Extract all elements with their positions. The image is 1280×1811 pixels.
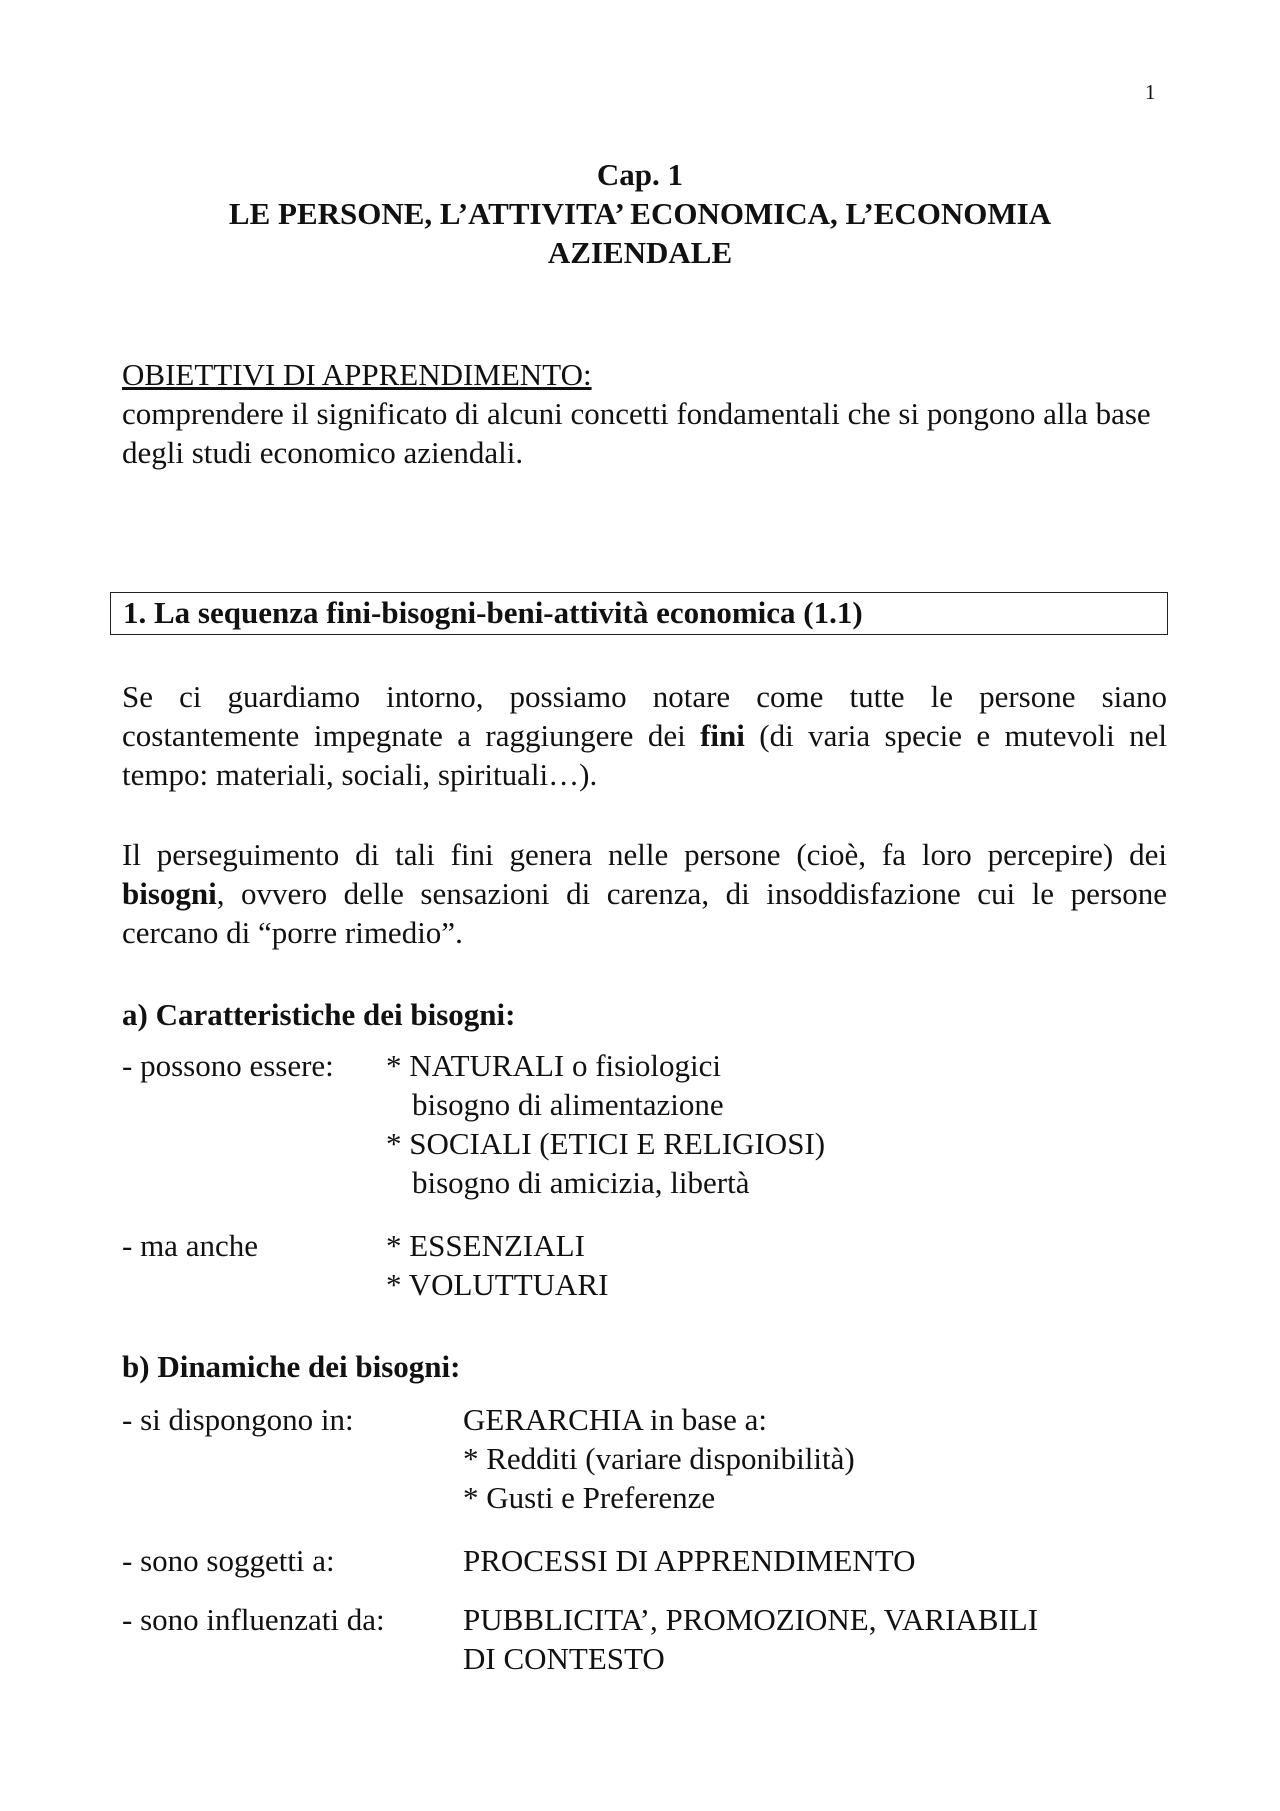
value-amicizia: bisogno di amicizia, libertà [412, 1165, 750, 1200]
objectives-text: comprendere il significato di alcuni concetti fondamentali che si pongono alla base degli studi economico aziendali. [122, 396, 1151, 470]
chapter-label: Cap. 1 [596, 157, 684, 192]
value-sociali: * SOCIALI (ETICI E RELIGIOSI) [386, 1126, 826, 1161]
chapter-title-line1: LE PERSONE, L’ATTIVITA’ ECONOMICA, L’ECONOMIA [228, 196, 1052, 231]
heading-caratteristiche: a) Caratteristiche dei bisogni: [122, 997, 516, 1032]
paragraph-bisogni-before: Il perseguimento di tali fini genera nelle persone (cioè, fa loro percepire) dei [122, 837, 1167, 872]
paragraph-bisogni [122, 835, 1167, 952]
term-si-dispongono: - si dispongono in: [122, 1402, 354, 1437]
chapter-header [122, 155, 1158, 272]
paragraph-fini-after: (di varia specie e mutevoli nel tempo: materiali, sociali, spirituali…). [122, 718, 1167, 792]
value-contesto: DI CONTESTO [463, 1641, 665, 1676]
keyword-bisogni: bisogni [122, 876, 217, 911]
term-ma-anche: - ma anche [122, 1228, 258, 1263]
value-processi: PROCESSI DI APPRENDIMENTO [463, 1543, 916, 1578]
paragraph-fini [122, 677, 1167, 794]
term-possono-essere: - possono essere: [122, 1048, 334, 1083]
page-number: 1 [1145, 80, 1156, 104]
paragraph-bisogni-after: , ovvero delle sensazioni di carenza, di insoddisfazione cui le persone cercano di “porre rimedio”. [122, 876, 1167, 950]
heading-dinamiche: b) Dinamiche dei bisogni: [122, 1349, 461, 1384]
value-gerarchia: GERARCHIA in base a: [463, 1402, 767, 1437]
value-pubblicita: PUBBLICITA’, PROMOZIONE, VARIABILI [463, 1602, 1039, 1637]
objectives-label: OBIETTIVI DI APPRENDIMENTO: [122, 357, 592, 392]
value-naturali: * NATURALI o fisiologici [386, 1048, 721, 1083]
value-redditi: * Redditi (variare disponibilità) [463, 1441, 855, 1476]
section-title: 1. La sequenza fini-bisogni-beni-attività economica (1.1) [110, 592, 1168, 635]
learning-objectives [122, 355, 1167, 472]
value-alimentazione: bisogno di alimentazione [412, 1087, 724, 1122]
term-soggetti: - sono soggetti a: [122, 1543, 335, 1578]
keyword-fini: fini [700, 718, 745, 753]
value-essenziali: * ESSENZIALI [386, 1228, 585, 1263]
value-gusti: * Gusti e Preferenze [463, 1480, 716, 1515]
value-voluttuari: * VOLUTTUARI [386, 1267, 609, 1302]
term-influenzati: - sono influenzati da: [122, 1602, 385, 1637]
paragraph-fini-before: Se ci guardiamo intorno, possiamo notare come tutte le persone siano costantemente impegnate a raggiungere dei [122, 679, 1167, 753]
chapter-title-line2: AZIENDALE [547, 235, 733, 270]
